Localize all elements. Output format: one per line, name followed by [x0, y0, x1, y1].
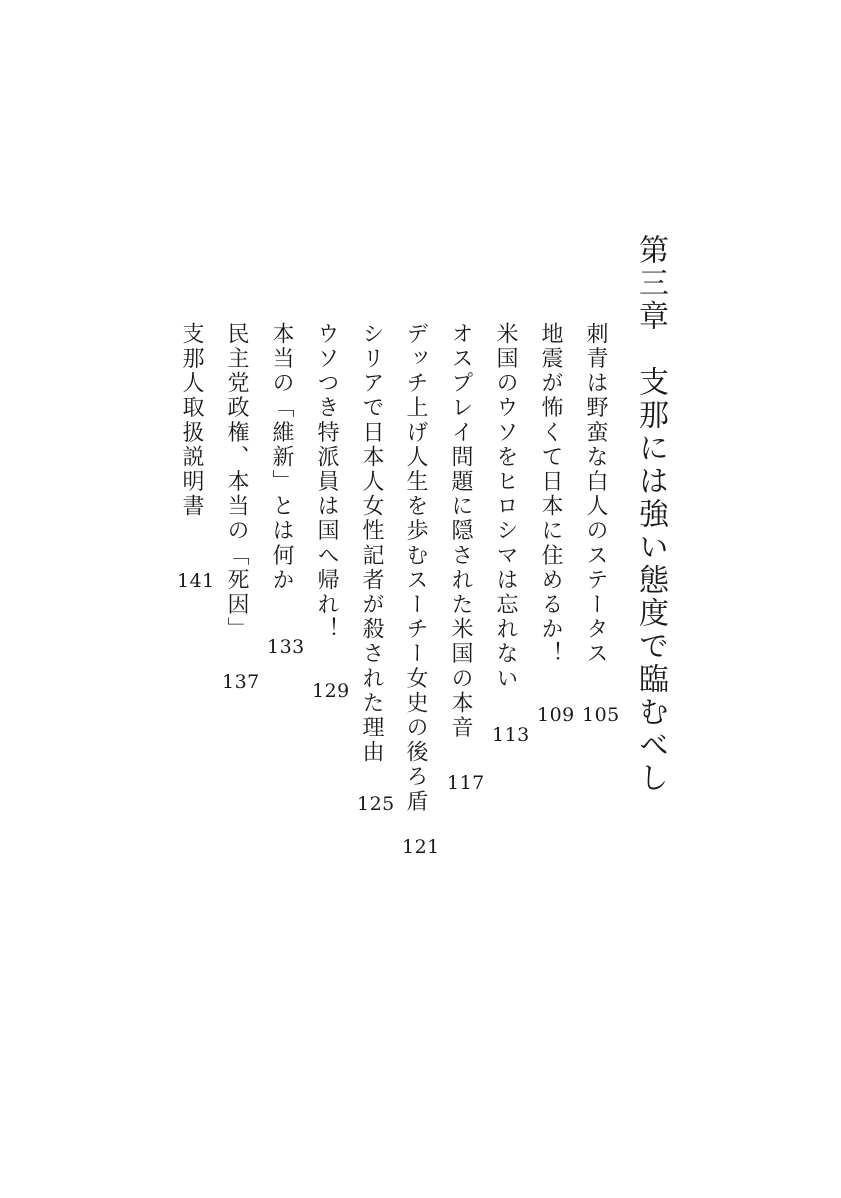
page-number-4: 117 — [447, 772, 485, 794]
toc-entry-5[interactable]: デッチ上げ人生を歩むスーチー女史の後ろ盾 — [403, 322, 428, 814]
toc-entry-2[interactable]: 地震が怖くて日本に住めるか！ — [538, 322, 563, 667]
page-number-1: 105 — [582, 704, 620, 726]
toc-entry-3[interactable]: 米国のウソをヒロシマは忘れない — [493, 322, 518, 691]
toc-entry-6[interactable]: シリアで日本人女性記者が殺された理由 — [359, 322, 384, 765]
toc-entry-8[interactable]: 本当の「維新」とは何か — [269, 322, 294, 593]
toc-entry-1[interactable]: 刺青は野蛮な白人のステータス — [583, 322, 608, 667]
toc-entry-7[interactable]: ウソつき特派員は国へ帰れ！ — [314, 322, 339, 642]
toc-entry-4[interactable]: オスプレイ問題に隠された米国の本音 — [448, 322, 473, 741]
toc-entry-9[interactable]: 民主党政権、本当の「死因」 — [224, 322, 249, 642]
page-number-6: 125 — [357, 793, 395, 815]
page-number-10: 141 — [177, 570, 215, 592]
toc-entry-10[interactable]: 支那人取扱説明書 — [179, 322, 204, 519]
page-number-7: 129 — [312, 680, 350, 702]
page-number-8: 133 — [267, 636, 305, 658]
page-number-9: 137 — [222, 671, 260, 693]
page-number-5: 121 — [402, 836, 440, 858]
page-number-3: 113 — [492, 724, 530, 746]
page-number-2: 109 — [537, 704, 575, 726]
chapter-title: 第三章 支那には強い態度で臨むべし — [633, 234, 668, 795]
